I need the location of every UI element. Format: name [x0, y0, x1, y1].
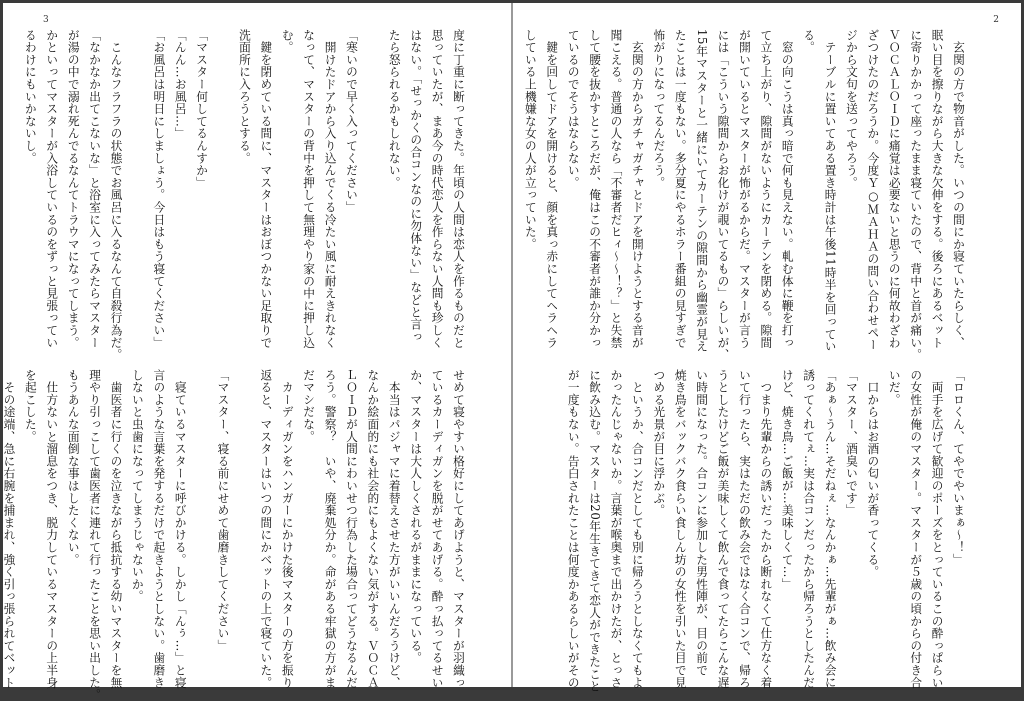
text-block-right-top: 玄関の方で物音がした。いつの間にか寝ていたらしく、 眠い目を擦りながら大きな欠伸をする。後ろにあるベット に寄りかかって座ったまま寝ていたので、背中と首が痛い。 ＶＯＣＡＬＯＩＤに痛覚は必要ないと思うのに何故わざわ ざつけたのだろうか。今度Ｙ○ＭＡＨＡの問い合わせペー ジから文句を送ってやろう。 テーブルに置いてある置き時計は午後11時半を回ってい る。 窓の向こうは真っ暗で何も見えない。軋む体に鞭を打っ て立ち上がり、隙間がないようにカーテンを閉める。隙間 が開いているとマスターが怖がるからだ。マスターが言う には「こういう隙間からお化けが覗いてるもの」らしいが、 15年マスターと一緒にいてカーテンの隙間から幽霊が見え たことは一度もない。多分夏にやるホラー番組の見すぎで 怖がりになってるんだろう。 玄関の方からガチャガチャとドアを開けようとする音が 聞こえる。普通の人なら「不審者だヒィ～～！？」と失禁 して腰を抜かすところだが、俺はこの不審者が誰か分かっ ているのでそうはならない。 鍵を回してドアを開けると、顔を真っ赤にしてヘラヘラ している上機嫌な女の人が立っていた。: [523, 29, 966, 362]
text-block-right-bottom: 「ロロくん、てやでやいまぁ～！」 両手を広げて歓迎のポーズをとっているこの酔っぱらい の女性が俺のマスター。マスターが５歳の頃からの付き合 いだ。 口からはお酒の匂いが香ってくる。 「マスター、酒臭いです」 「あぁ～うん…そだねぇ…なんかぁ…先輩がぁ…飲み会に 誘ってくれてぇ…実は合コンだったから帰ろうとしたんだ けど、焼き鳥…ご飯が…美味しくて…」 つまり先輩からの誘いだったから断れなくて仕方なく着 いて行ったら、実はただの飲み会ではなく合コンで、帰ろ うとしたけどご飯が美味しくて飲んで食ってたらこんな遅 い時間になった。合コンに参加した男性陣が、目の前で 焼き鳥をバックバク食らい食しん坊の女性を引いた目で見 つめる光景が目に浮かぶ。 というか、合コンだとしても別に帰ろうとしなくてもよ かったんじゃないか。言葉が喉奥まで出かけたが、とっさ に飲み込む。マスターは20年生きてきて恋人ができたこと が一度もない。告白されたことは何度かあるらしいがその: [566, 369, 966, 693]
text-block-left-top: 度に丁重に断ってきた。年頃の人間は恋人を作るものだと 思っていたが、まあ今の時代恋人を作らない人間も珍しく はない。「せっかくの合コンなのに勿体ない」などと言っ たら怒られるかもしれない。 「寒いので早く入ってください」 開けたドアから入り込んでくる冷たい風に耐えきれなく なって、マスターの背中を押して無理やり家の中に押し込 む。 鍵を閉めている間に、マスターはおぼつかない足取りで 洗面所に入ろうとする。 「マスター何してるんすか」 「んん…お風呂…」 「お風呂は明日にしましょう。今日はもう寝てください」 こんなフラフラの状態でお風呂に入るなんて自殺行為だ。 「なかなか出てこないな」と浴室に入ってみたらマスター が湯の中で溺れ死んでるなんてトラウマになってしまう。 かといってマスターが入浴しているのをずっと見張ってい るわけにもいかないし。: [23, 29, 466, 362]
page-number-right: 2: [993, 15, 999, 25]
page-number-left: 3: [43, 15, 49, 25]
book-spread: [2, 3, 1021, 701]
page-left: [2, 3, 511, 701]
text-block-left-bottom: せめて寝やすい格好にしてあげようと、マスターが羽織っ ているカーディガンを脱がせてあげる。酔っ払ってるせい か、マスターは大人しくされるがままになっている。 本当はパジャマに着替えさせた方がいいんだろうけど、 なんか絵面的にも社会的にもよくない気がする。ＶＯＣＡ ＬＯＩＤが人間にわいせつ行為した場合ってどうなるんだ ろう。警察？ いや、廃棄処分か。命がある牢獄の方がま だマシだな。 カーディガンをハンガーにかけた後マスターの方を振り 返ると、マスターはいつの間にかベットの上で寝ていた。 「マスター、寝る前にせめて歯磨きしてください」 寝ているマスターに呼びかける。しかし「んぅ…」と寝 言のような言葉を発するだけで起きようとしない。歯磨き しないと虫歯になってしまうじゃないか。 歯医者に行くのを泣きながら抵抗する幼いマスターを無 理やり引っこして歯医者に連れて行ったことを思い出した。 もうあんな面倒な事はしたくない。 仕方ないと溜息をつき、脱力しているマスターの上半身 を起こした。 その途端、急に右腕を捕まれ、強く引っ張られてベット: [2, 369, 466, 701]
page-right: [513, 3, 1021, 693]
